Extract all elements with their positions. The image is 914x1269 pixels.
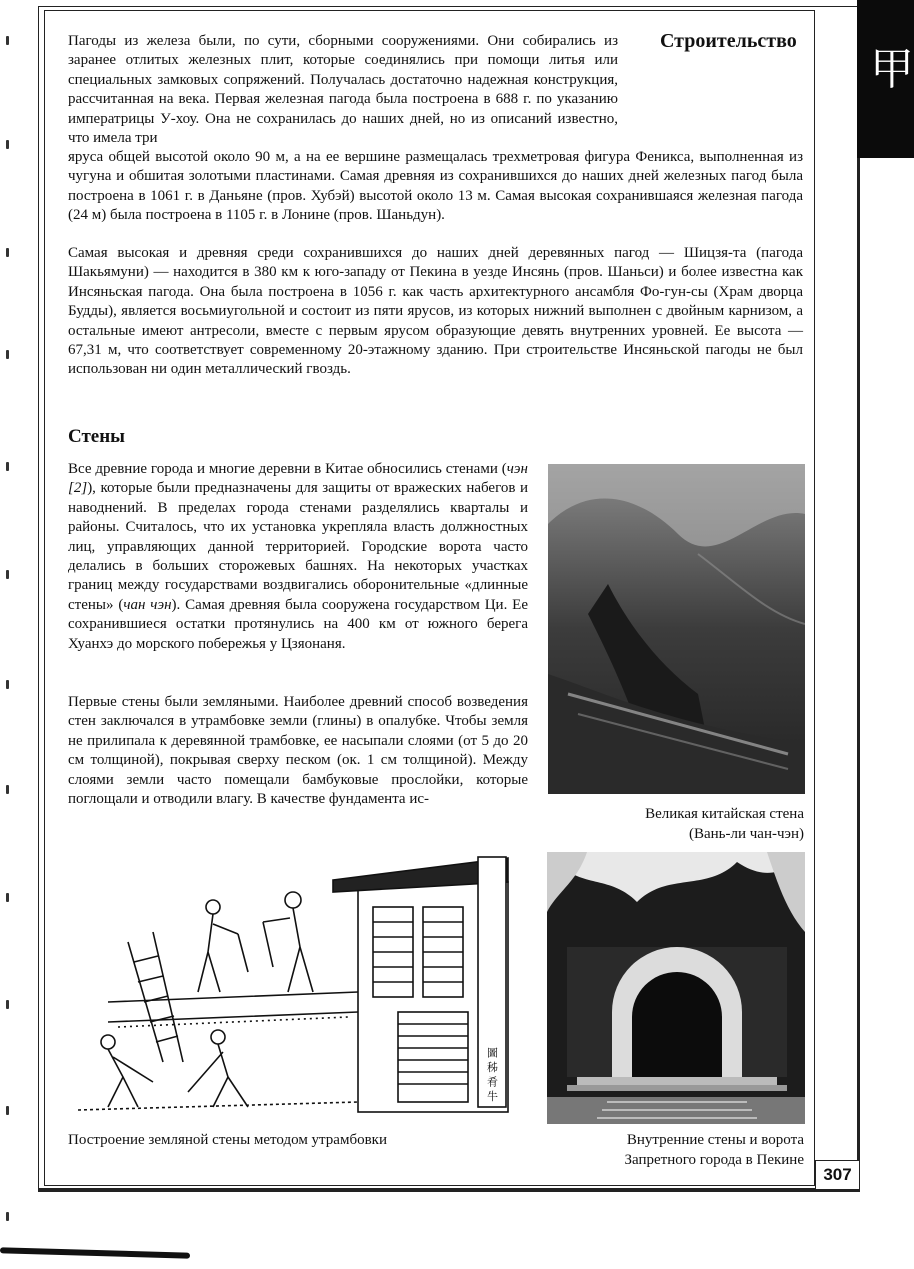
page-number: 307 bbox=[815, 1160, 860, 1190]
paragraph-iron-pagodas-continued: яруса общей высотой около 90 м, а на ее вершине размещалась трехметровая фигура Феникса, выполненная из чугуна и обшитая золотыми пластинами. Самая древняя из сохранившихся до наших дней железных пагод была построена в 1061 г. в Даньяне (пров. Хубэй) высотой около 13 м. Самая высокая сохранившаяся железная пагода (24 м) была построена в 1105 г. в Лонине (пров. Шаньдун). bbox=[68, 149, 803, 224]
term-chan-chen: чан чэн bbox=[123, 596, 172, 613]
heading-walls: Стены bbox=[68, 426, 126, 447]
great-wall-photo bbox=[548, 464, 805, 794]
side-rule bbox=[857, 158, 859, 1190]
binding-mark bbox=[6, 36, 9, 45]
paragraph-wooden-pagoda: Самая высокая и древняя среди сохранившихся до наших дней деревянных пагод — Шицзя-та (пагода Шакьямуни) — находится в 380 км к юго-западу от Пекина в уезде Инсянь (пров. Шаньси) и более известна как Инсяньская пагода. Она была построена в 1056 г. как часть архитектурного ансамбля Фо-гун-сы (Храм дворца Будды), является восьмиугольной и состоит из пяти ярусов, из которых нижний выполнен с двойным карнизом, а остальные имеют антресоли, вместе с первым ярусом образующие девять внутренних уровней. Ее высота — 67,31 м, что соответствует современному 20-этажному зданию. При строительстве Инсяньской пагоды не был использован ни один металлический гвоздь. bbox=[68, 245, 803, 378]
rammed-earth-illustration bbox=[68, 852, 516, 1124]
paragraph-walls-intro: Все древние города и многие деревни в Китае обносились стенами (чэн [2]), которые были предназначены для защиты от вражеских набегов и наводнений. В пределах города стенами разделялись кварталы и районы. Считалось, что их установка укрепляла власть должностных лиц, управляющих данной территорией. Городские ворота часто делались в больших сторожевых башнях. На некоторых участках границ между государствами воздвигались оборонительные «длинные стены» (чан чэн). Самая древняя была сооружена государством Ци. Ее сохранившиеся остатки протянулись на 400 км от южного берега Хуанхэ до морского побережья у Цзяонаня. bbox=[68, 461, 528, 652]
binding-mark bbox=[6, 785, 9, 794]
binding-mark bbox=[6, 1000, 9, 1009]
chapter-tab-glyph: 甲 bbox=[870, 44, 914, 95]
paragraph-iron-pagodas: Пагоды из железа были, по сути, сборными сооружениями. Они собирались из заранее отлитых железных плит, которые соединялись при помощи литья или специальных замковых сопряжений. Получалась достаточно надежная конструкция, рассчитанная на века. Первая железная пагода была построена в 688 г. по указанию императрицы У-хоу. Она не сохранилась до наших дней, но из описаний известно, что имела три bbox=[68, 33, 618, 147]
section-title: Строительство bbox=[660, 30, 797, 52]
illustration-inscription: 圖 秭 肴 牛 bbox=[485, 1047, 499, 1102]
caption-great-wall: Великая китайская стена (Вань-ли чан-чэн) bbox=[645, 806, 804, 842]
caption-forbidden-city: Внутренние стены и ворота Запретного города в Пекине bbox=[624, 1132, 804, 1168]
reference-2: [2] bbox=[68, 480, 88, 497]
binding-mark bbox=[6, 893, 9, 902]
bottom-rule bbox=[38, 1188, 860, 1192]
forbidden-city-gate-photo bbox=[547, 852, 805, 1124]
binding-mark bbox=[6, 350, 9, 359]
binding-mark bbox=[6, 1106, 9, 1115]
binding-mark bbox=[6, 680, 9, 689]
caption-rammed-earth: Построение земляной стены методом утрамбовки bbox=[68, 1132, 387, 1148]
binding-mark bbox=[6, 570, 9, 579]
scan-edge-stroke bbox=[0, 1247, 190, 1258]
term-chen: чэн bbox=[506, 461, 528, 477]
binding-mark bbox=[6, 462, 9, 471]
binding-mark bbox=[6, 140, 9, 149]
binding-mark bbox=[6, 1212, 9, 1221]
paragraph-earth-walls: Первые стены были земляными. Наиболее древний способ возведения стен заключался в утрамбовке земли (глины) в опалубке. Чтобы земля не прилипала к деревянной трамбовке, ее насыпали слоями (от 5 до 20 см толщиной), покрывая сверху песком (ок. 1 см толщиной). Между слоями земли часто помещали бамбуковые прослойки, которые поглощали и отводили влагу. В качестве фундамента ис- bbox=[68, 694, 528, 808]
binding-mark bbox=[6, 248, 9, 257]
